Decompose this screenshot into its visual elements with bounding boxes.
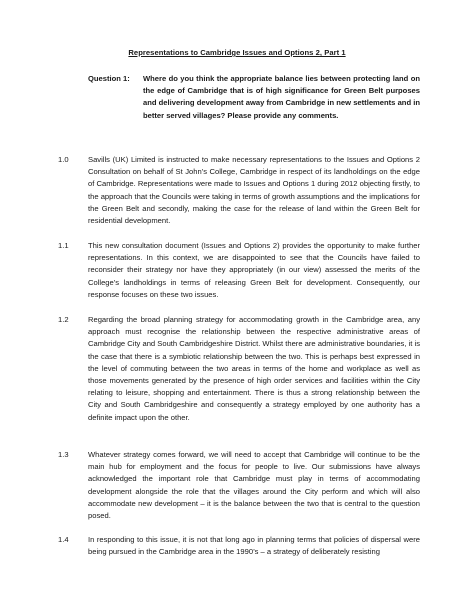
- paragraph-1-3: [58, 449, 420, 522]
- paragraph-number: 1.3: [58, 450, 69, 459]
- paragraph-text: In responding to this issue, it is not that long ago in planning terms that policies of dispersal were being pursued in the Cambridge area in the 1990’s – a strategy of deliberately resisting: [88, 535, 420, 557]
- paragraph-1-4: [58, 534, 420, 558]
- paragraph-number: 1.2: [58, 315, 69, 324]
- paragraph-text: Whatever strategy comes forward, we will need to accept that Cambridge will continue to be the main hub for employment and the focus for people to live. Our submissions have always acknowledged the important role that Cambridge must play in terms of accommodating development alongside the role that the villages around the City perform and which will also accommodate new development – it is the balance between the two that is central to the question posed.: [88, 450, 420, 521]
- paragraph-text: This new consultation document (Issues and Options 2) provides the opportunity to make further representations. In this context, we are disappointed to see that the Councils have failed to reconsider their strategy nor have they appropriately (in our view) assessed the merits of the College’s landholdings in terms of releasing Green Belt for development. Consequently, our response focuses on these two issues.: [88, 241, 420, 299]
- paragraph-number: 1.0: [58, 155, 69, 164]
- paragraph-text: Savills (UK) Limited is instructed to make necessary representations to the Issues and Options 2 Consultation on behalf of St John’s College, Cambridge in respect of its landholdings on the edge of Cambridge. Representations were made to Issues and Options 1 during 2012 objecting firstly, to the approach that the Councils were taking in terms of growth assumptions and the implications for the Green Belt and secondly, making the case for the release of land within the Green Belt for residential development.: [88, 155, 420, 226]
- question-block: [88, 73, 420, 122]
- question-text: Where do you think the appropriate balance lies between protecting land on the edge of Cambridge that is of high significance for Green Belt purposes and delivering development away from Cambridge in new settlements and in better served villages? Please provide any comments.: [143, 74, 420, 120]
- paragraph-1-0: [58, 154, 420, 227]
- paragraph-number: 1.4: [58, 535, 69, 544]
- paragraph-text: Regarding the broad planning strategy for accommodating growth in the Cambridge area, any approach must recognise the relationship between the respective administrative areas of Cambridge City and South Cambridgeshire District. Whilst there are administrative boundaries, it is the case that there is a symbiotic relationship between the two. This is perhaps best expressed in the level of commuting between the two areas in terms of the home and workplace as well as those movements generated by the presence of high order services and facilities within the City relating to leisure, shopping and entertainment. There is thus a strong relationship between the City and South Cambridgeshire and consequently a strategy employed by one authority has a definite impact upon the other.: [88, 315, 420, 422]
- document-title: Representations to Cambridge Issues and Options 2, Part 1: [128, 48, 346, 57]
- paragraph-1-2: [58, 314, 420, 424]
- paragraph-1-1: [58, 240, 420, 301]
- paragraph-number: 1.1: [58, 241, 69, 250]
- question-label: Question 1:: [88, 74, 130, 83]
